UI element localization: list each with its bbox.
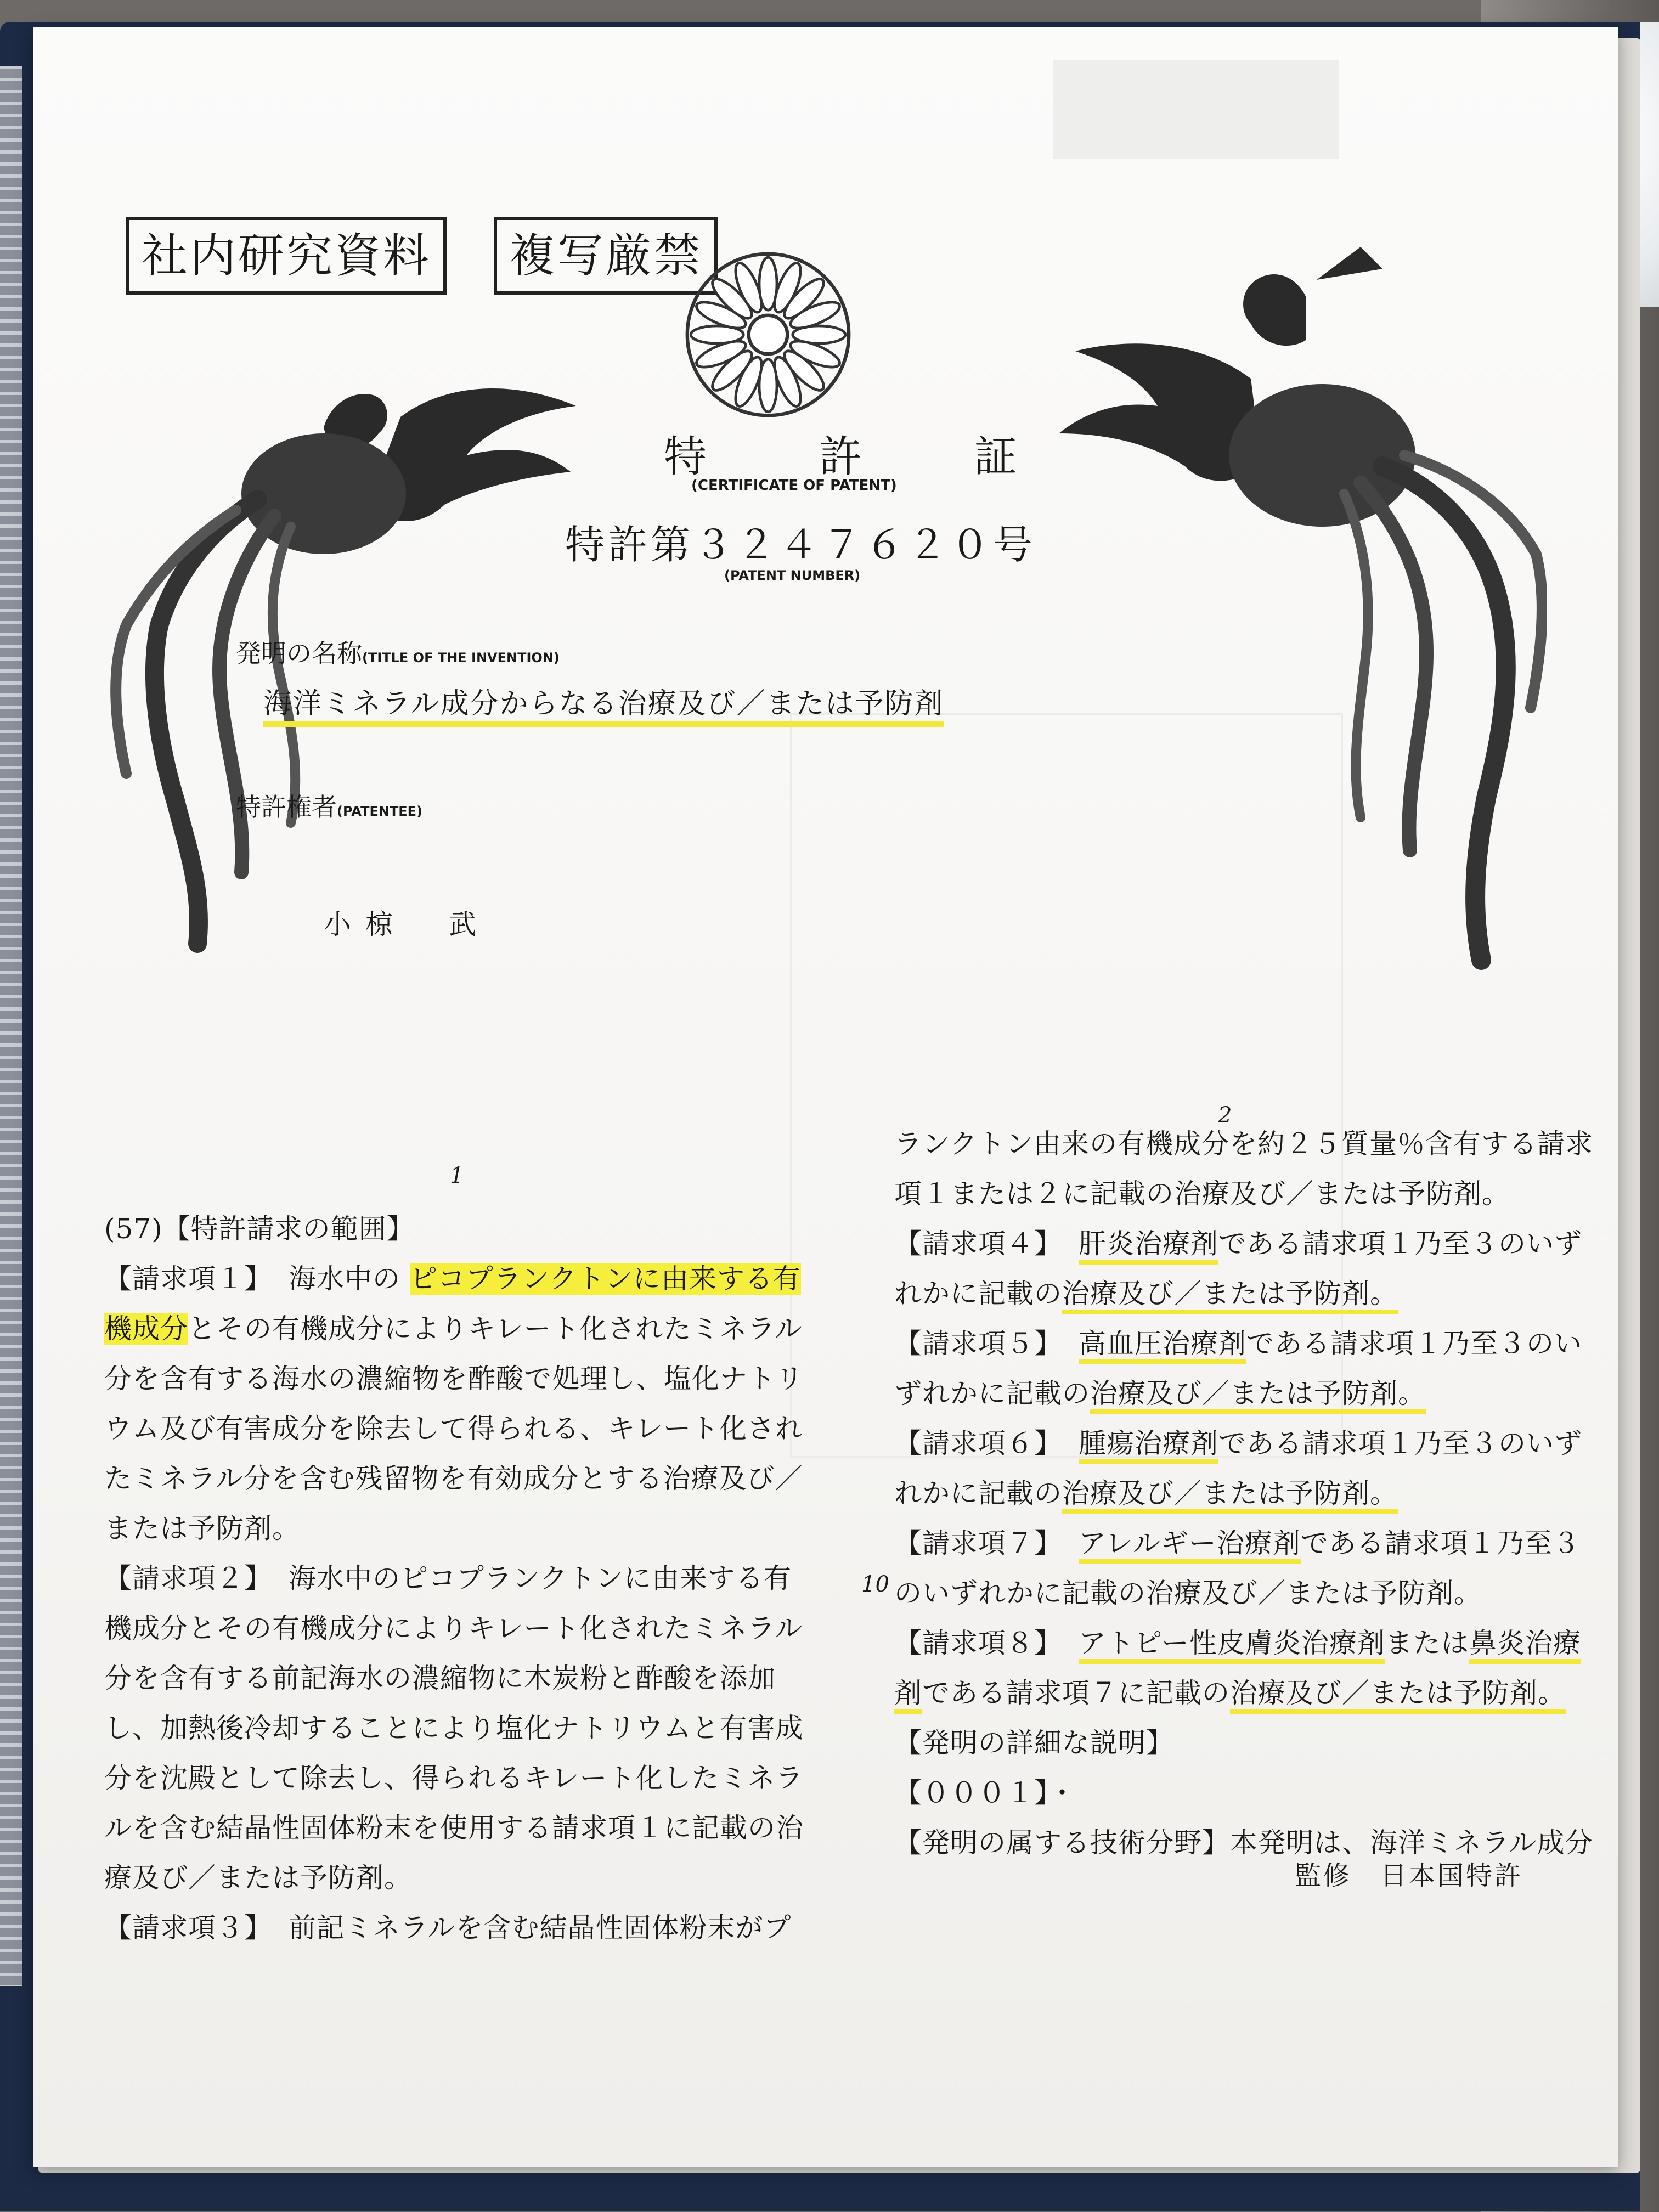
text-line xyxy=(894,1519,1651,1568)
text-run: 療及び／または予防剤。 xyxy=(104,1862,412,1894)
invention-label xyxy=(236,634,560,670)
text-run: れかに記載の xyxy=(894,1278,1062,1310)
text-line xyxy=(894,1269,1651,1319)
underlined-text: 治療及び／または予防剤。 xyxy=(1062,1477,1398,1514)
text-run: 【請求項８】 xyxy=(894,1627,1062,1659)
patentee-label xyxy=(236,787,422,823)
text-run: 【請求項５】 xyxy=(894,1328,1062,1359)
text-run: である請求項１乃至３ xyxy=(1300,1527,1581,1559)
text-run: とその有機成分によりキレート化されたミネラル xyxy=(188,1313,803,1345)
underlined-text: 腫瘍治療剤 xyxy=(1079,1427,1218,1464)
claims-left-column xyxy=(104,1204,839,1953)
text-line xyxy=(894,1169,1651,1219)
show-through-block xyxy=(1053,60,1339,159)
underlined-text: 治療及び／または予防剤。 xyxy=(1230,1677,1566,1714)
text-run: ずれかに記載の xyxy=(894,1378,1090,1409)
text-run: である請求項１乃至３のいず xyxy=(1218,1228,1582,1260)
underlined-text: 高血圧治療剤 xyxy=(1079,1328,1246,1364)
text-run: である請求項１乃至３のい xyxy=(1246,1328,1582,1359)
certificate-title: 特 許 証 xyxy=(664,432,1066,482)
text-run: ランクトン由来の有機成分を約２５質量％含有する請求 xyxy=(894,1128,1593,1160)
text-run: し、加熱後冷却することにより塩化ナトリウムと有害成 xyxy=(104,1712,804,1744)
supervision-credit: 監修 日本国特許 xyxy=(1295,1860,1523,1891)
patent-number-en: (PATENT NUMBER) xyxy=(724,568,861,583)
text-line xyxy=(104,1803,839,1853)
text-run: 分を含有する前記海水の濃縮物に木炭粉と酢酸を添加 xyxy=(104,1662,776,1694)
text-line xyxy=(894,1319,1651,1369)
text-run: 前記ミネラルを含む結晶性固体粉末がプ xyxy=(289,1912,792,1944)
text-line xyxy=(104,1554,839,1604)
text-line xyxy=(104,1204,839,1254)
text-line xyxy=(104,1454,839,1504)
text-line xyxy=(894,1369,1651,1419)
text-run: 【発明の属する技術分野】本発明は、海洋ミネラル成分 xyxy=(894,1827,1593,1859)
text-run: 項１または２に記載の治療及び／または予防剤。 xyxy=(894,1178,1510,1210)
text-line xyxy=(104,1254,839,1304)
text-line xyxy=(104,1504,839,1554)
text-line xyxy=(894,1469,1651,1519)
text-run: である請求項７に記載の xyxy=(922,1677,1230,1709)
stamp-no-copy: 複写厳禁 xyxy=(494,217,718,295)
text-run: ウム及び有害成分を除去して得られる、キレート化され xyxy=(104,1413,803,1444)
text-run: 【０００１】・ xyxy=(894,1777,1076,1809)
text-line xyxy=(894,1119,1651,1169)
invention-label-en: (TITLE OF THE INVENTION) xyxy=(362,650,560,665)
underlined-text: 剤 xyxy=(894,1677,922,1714)
document-page xyxy=(33,27,1618,2167)
text-run: 【発明の詳細な説明】 xyxy=(894,1727,1174,1759)
text-line xyxy=(104,1304,839,1354)
text-run: 【請求項４】 xyxy=(894,1228,1062,1260)
text-run: または予防剤。 xyxy=(104,1513,300,1544)
text-run: 【請求項７】 xyxy=(894,1527,1062,1559)
text-run: ルを含む結晶性固体粉末を使用する請求項１に記載の治 xyxy=(104,1812,804,1844)
patentee-label-en: (PATENTEE) xyxy=(337,804,423,819)
text-line xyxy=(104,1404,839,1454)
text-line xyxy=(104,1903,839,1953)
binder-rings xyxy=(0,66,22,1986)
text-line xyxy=(894,1618,1651,1668)
text-line xyxy=(894,1219,1651,1269)
text-run: 【請求項２】 xyxy=(104,1562,272,1594)
invention-title xyxy=(263,680,944,721)
text-line xyxy=(894,1568,1651,1618)
text-run: 海水中のピコプランクトンに由来する有 xyxy=(289,1562,792,1594)
line-number: 10 xyxy=(861,1572,889,1597)
phoenix-right-icon xyxy=(966,236,1547,988)
text-run: 分を沈殿として除去し、得られるキレート化したミネラ xyxy=(104,1762,804,1794)
text-run: 【請求項６】 xyxy=(894,1427,1062,1459)
text-line xyxy=(894,1718,1651,1768)
underlined-text: 治療及び／または予防剤。 xyxy=(1062,1278,1398,1314)
text-line xyxy=(894,1668,1651,1718)
patent-number: 特許第３２４７６２０号 xyxy=(565,522,1036,568)
patentee-label-ja: 特許権者 xyxy=(236,792,337,822)
text-line xyxy=(104,1354,839,1404)
text-run: たミネラル分を含む残留物を有効成分とする治療及び／ xyxy=(104,1463,803,1494)
text-line xyxy=(104,1654,839,1703)
text-line xyxy=(104,1604,839,1654)
text-run: (57)【特許請求の範囲】 xyxy=(104,1213,415,1245)
claims-right-column xyxy=(894,1119,1651,1868)
text-line xyxy=(894,1419,1651,1469)
underlined-text: アトピー性皮膚炎治療剤 xyxy=(1079,1627,1385,1664)
text-run: 機成分とその有機成分によりキレート化されたミネラル xyxy=(104,1612,803,1644)
text-run: 【請求項１】 xyxy=(104,1263,272,1295)
text-run: である請求項１乃至３のいず xyxy=(1218,1427,1582,1459)
text-line xyxy=(894,1768,1651,1818)
invention-label-ja: 発明の名称 xyxy=(236,639,362,668)
text-run: 分を含有する海水の濃縮物を酢酸で処理し、塩化ナトリ xyxy=(104,1363,804,1395)
underlined-text: 肝炎治療剤 xyxy=(1079,1228,1218,1265)
highlighted-text: 機成分 xyxy=(104,1313,188,1345)
text-run: のいずれかに記載の治療及び／または予防剤。 xyxy=(894,1577,1482,1609)
text-run: 【請求項３】 xyxy=(104,1912,272,1944)
text-run: または xyxy=(1385,1627,1469,1659)
column-number-right: 2 xyxy=(1218,1103,1232,1128)
text-line xyxy=(894,1818,1651,1868)
text-line xyxy=(104,1703,839,1753)
certificate-title-en: (CERTIFICATE OF PATENT) xyxy=(691,477,897,494)
text-run: れかに記載の xyxy=(894,1477,1062,1509)
highlighted-text: ピコプランクトンに由来する有 xyxy=(409,1263,801,1295)
text-line xyxy=(104,1853,839,1903)
column-number-left: 1 xyxy=(450,1163,464,1188)
text-line xyxy=(104,1753,839,1803)
stamp-internal-research: 社内研究資料 xyxy=(126,217,447,295)
patentee-name: 小椋 武 xyxy=(324,909,490,940)
underlined-text: 治療及び／または予防剤。 xyxy=(1090,1378,1426,1414)
text-run: 海水中の xyxy=(289,1263,410,1295)
chrysanthemum-crest-icon xyxy=(680,247,856,422)
underlined-text: アレルギー治療剤 xyxy=(1079,1527,1301,1564)
invention-title-text: 海洋ミネラル成分からなる治療及び／または予防剤 xyxy=(263,687,944,727)
underlined-text: 鼻炎治療 xyxy=(1469,1627,1581,1664)
